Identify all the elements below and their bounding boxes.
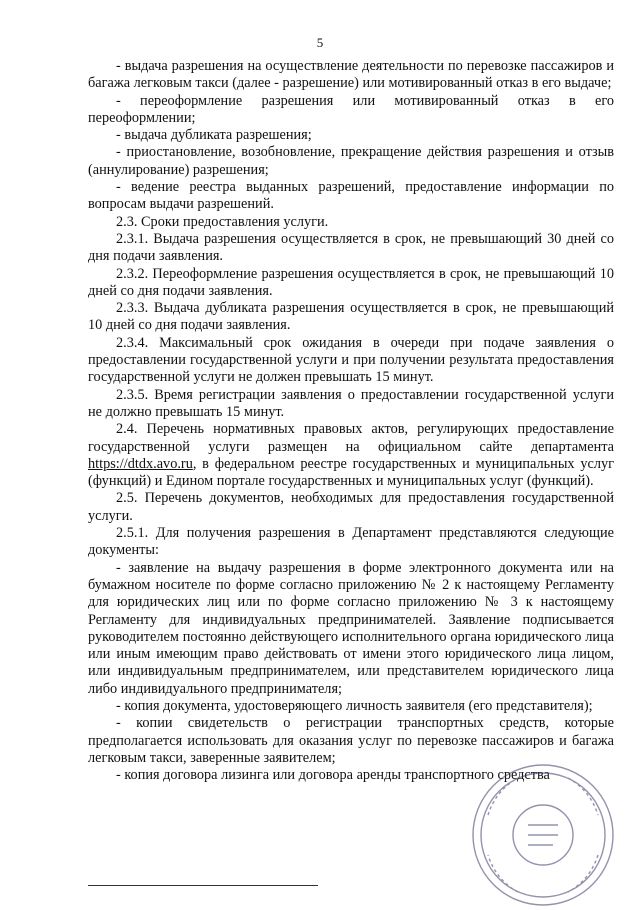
paragraph-application: - заявление на выдачу разрешения в форме электронного документа или на бумажном носителе по форме согласно приложению № 2 к настоящему Регламенту для юридических лиц или по форме согласно приложению № 3 к настоящему Регламенту для индивидуальных предпринимателей. Заявление подписывается руководителем постоянно действующего исполнительного органа юридического лица или иным имеющим право действовать от имени этого юридического лица лицом, или индивидуальным предпринимателем, или представителем юридического лица либо индивидуального предпринимателя; xyxy=(88,559,614,697)
paragraph-2-3-2: 2.3.2. Переоформление разрешения осуществляется в срок, не превышающий 10 дней со дня подачи заявления. xyxy=(88,265,614,299)
paragraph-2-3-5: 2.3.5. Время регистрации заявления о предоставлении государственной услуги не должно превышать 15 минут. xyxy=(88,386,614,420)
paragraph-2-3-4: 2.3.4. Максимальный срок ожидания в очереди при подаче заявления о предоставлении государственной услуги и при получении результата предоставления государственной услуги не должен превышать 15 минут. xyxy=(88,334,614,386)
paragraph-suspension-permit: - приостановление, возобновление, прекращение действия разрешения и отзыв (аннулирование) разрешения; xyxy=(88,144,614,178)
paragraph-2-5-1: 2.5.1. Для получения разрешения в Департамент представляются следующие документы: xyxy=(88,525,614,559)
paragraph-issue-permit: - выдача разрешения на осуществление деятельности по перевозке пассажиров и багажа легковым такси (далее - разрешение) или мотивированный отказ в его выдаче; xyxy=(88,58,614,92)
paragraph-2-4 xyxy=(88,421,614,490)
paragraph-reissue-permit: - переоформление разрешения или мотивированный отказ в его переоформлении; xyxy=(88,92,614,126)
paragraph-2-4-text-after: , в федеральном реестре государственных и муниципальных услуг (функций) и Едином портале государственных и муниципальных услуг (функций). xyxy=(88,455,614,490)
section-2-3-heading: 2.3. Сроки предоставления услуги. xyxy=(116,213,329,230)
paragraph-registry: - ведение реестра выданных разрешений, предоставление информации по вопросам выдачи разрешений. xyxy=(88,179,614,213)
paragraph-2-3-1: 2.3.1. Выдача разрешения осуществляется в срок, не превышающий 30 дней со дня подачи заявления. xyxy=(88,230,614,265)
section-2-5-heading: 2.5. Перечень документов, необходимых для предоставления государственной услуги. xyxy=(88,490,614,524)
department-website-link[interactable]: https://dtdx.avo.ru xyxy=(88,455,193,472)
paragraph-duplicate-permit: - выдача дубликата разрешения; xyxy=(116,127,312,144)
paragraph-vehicle-registration: - копии свидетельств о регистрации транспортных средств, которые предполагается использовать для оказания услуг по перевозке пассажиров и багажа легковым такси, заверенные заявителем; xyxy=(88,715,614,766)
page-number: 5 xyxy=(316,35,324,50)
paragraph-2-4-text-before: 2.4. Перечень нормативных правовых актов, регулирующих предоставление государственной услуги размещен на официальном сайте департамента xyxy=(88,421,614,455)
paragraph-2-3-3: 2.3.3. Выдача дубликата разрешения осуществляется в срок, не превышающий 10 дней со дня подачи заявления. xyxy=(88,300,614,334)
paragraph-leasing-contract: - копия договора лизинга или договора аренды транспортного средства xyxy=(116,767,550,784)
footer-divider xyxy=(88,885,318,886)
paragraph-identity-doc: - копия документа, удостоверяющего личность заявителя (его представителя); xyxy=(116,697,593,714)
document-body xyxy=(88,58,614,784)
